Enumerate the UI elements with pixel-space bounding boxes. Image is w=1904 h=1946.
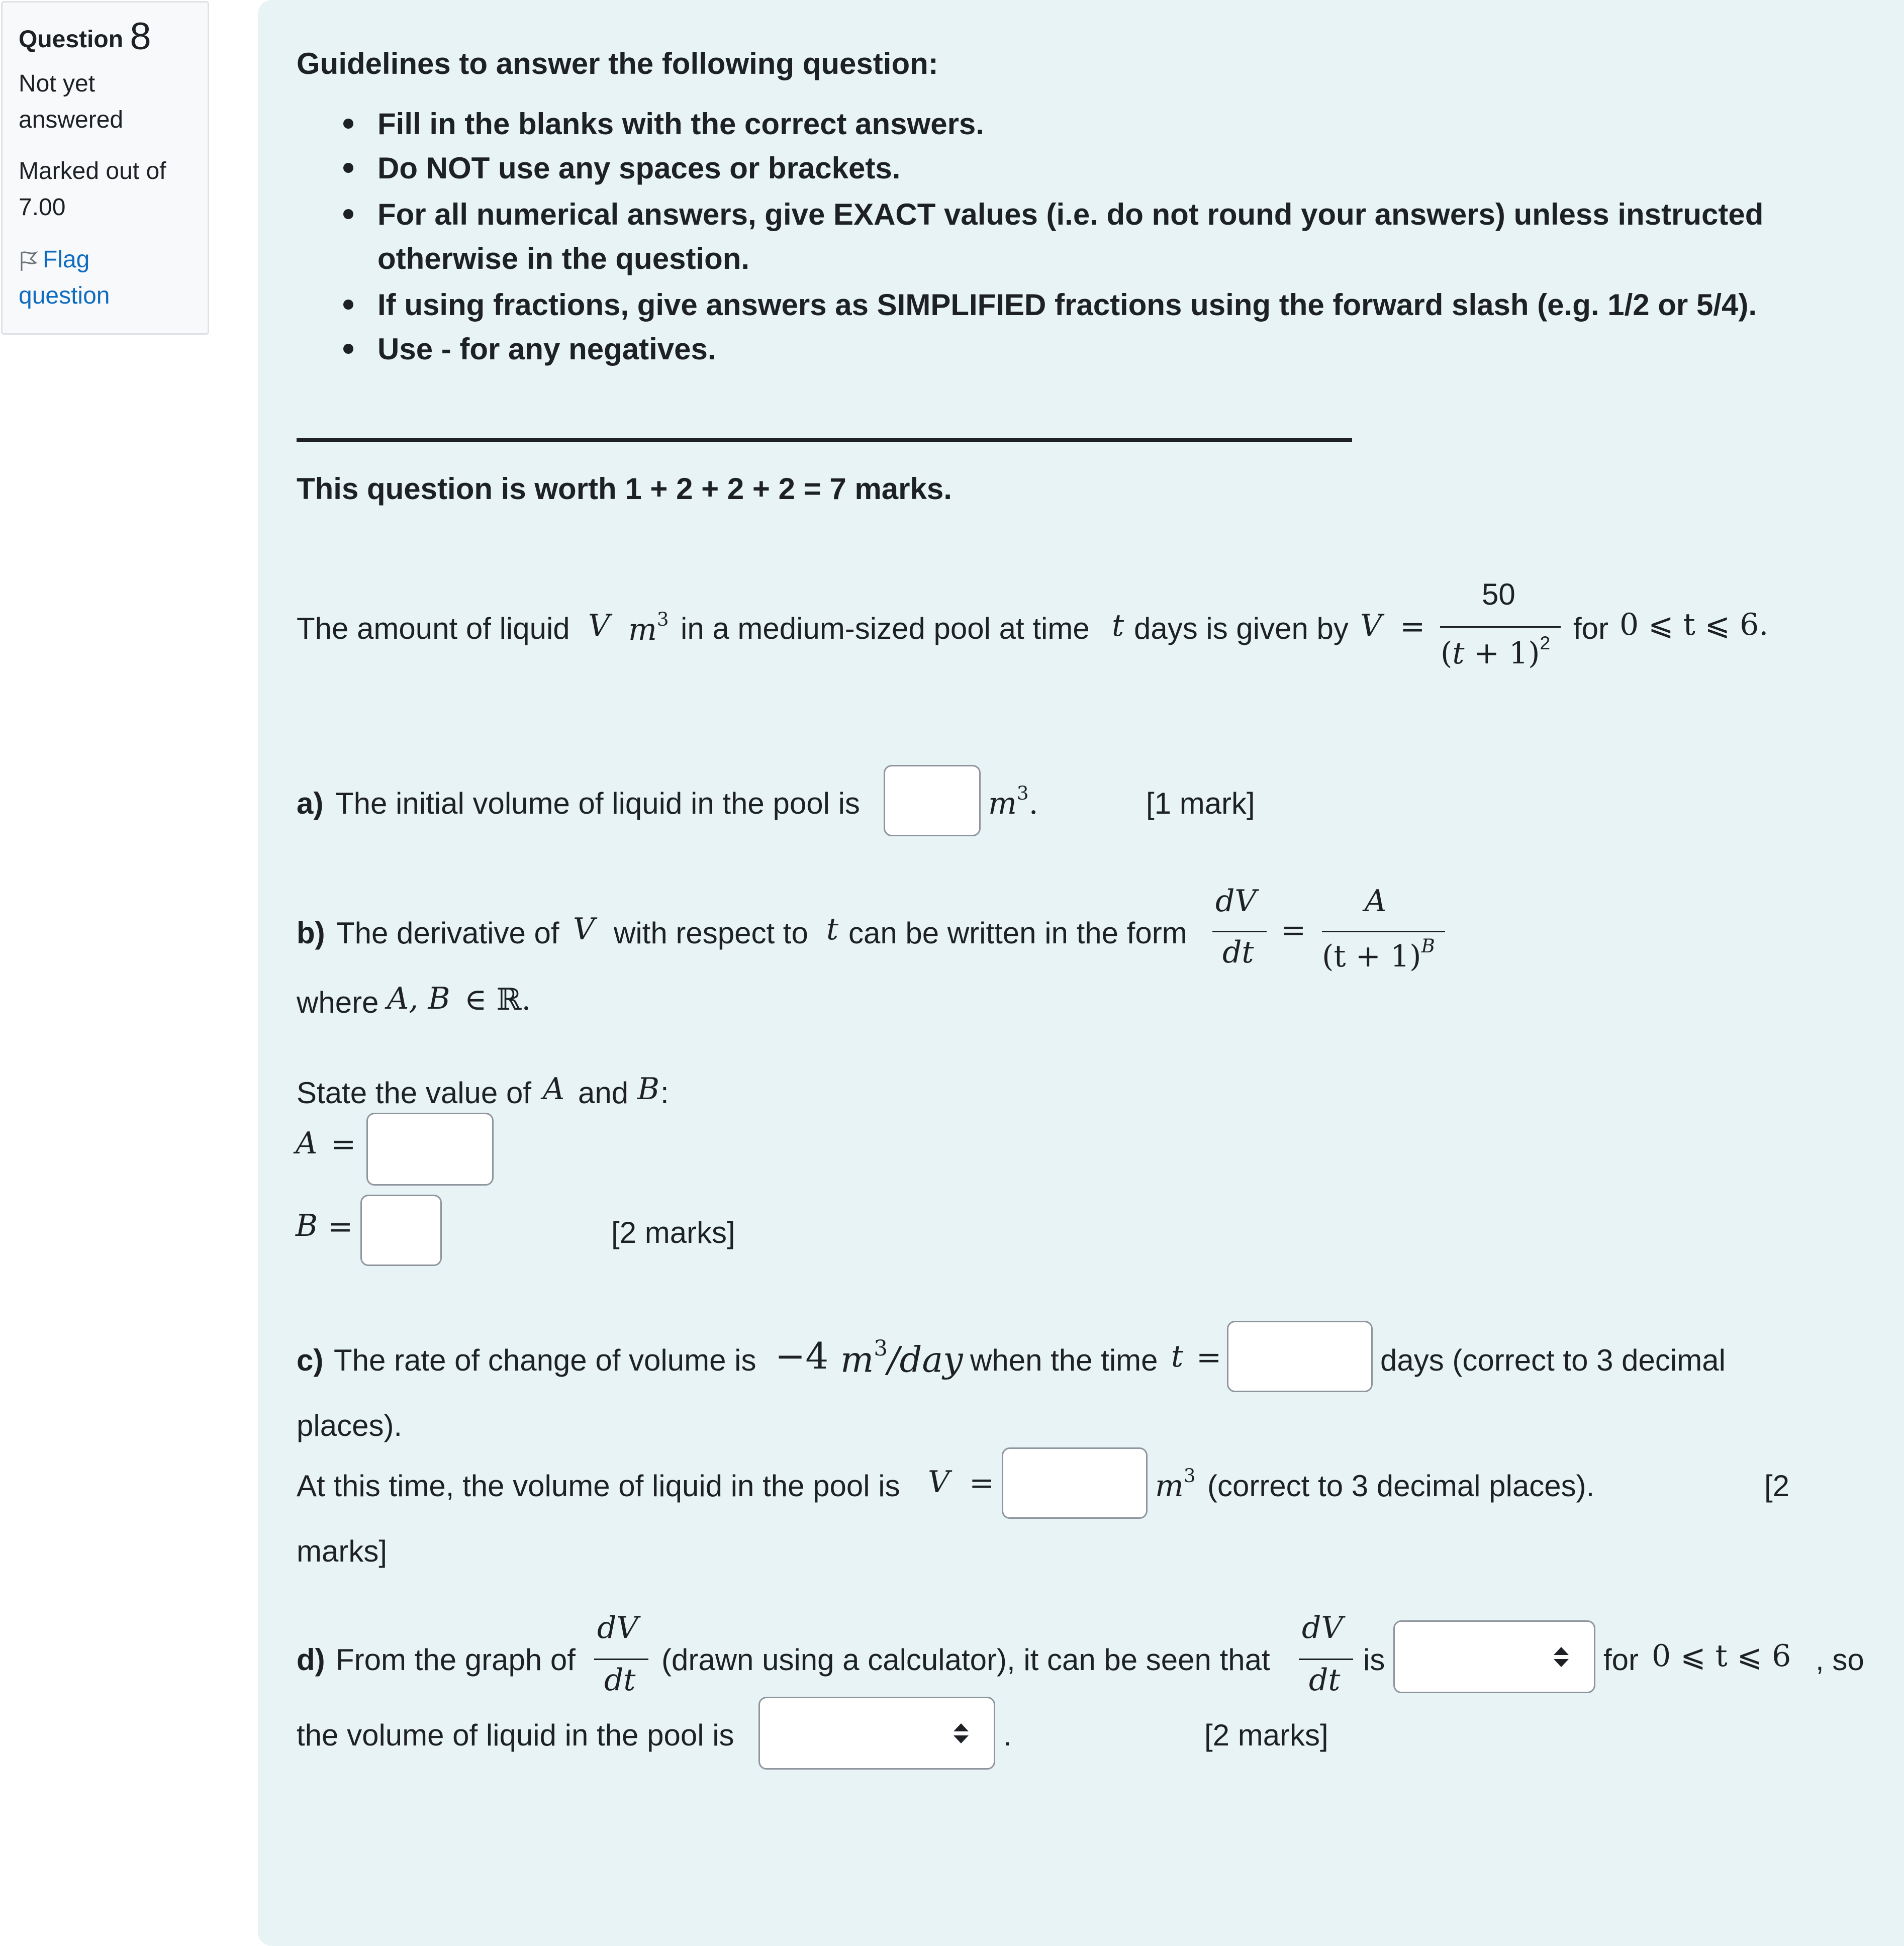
bullet <box>343 300 353 310</box>
guideline-item-1: Fill in the blanks with the correct answers. <box>377 107 984 141</box>
flag-label-1[interactable]: Flag <box>43 246 90 273</box>
part-b-t: t <box>826 912 839 947</box>
part-c-equals: = <box>1196 1340 1222 1375</box>
question-grade <box>19 153 208 226</box>
part-b-fraction-bar <box>1322 931 1445 932</box>
part-a-text: The initial volume of liquid in the pool is <box>335 787 860 820</box>
intro-fraction-bar <box>1440 626 1561 628</box>
answer-d-sign-select[interactable] <box>1393 1620 1595 1693</box>
select-arrows-icon <box>1554 1647 1569 1667</box>
bullet <box>343 163 353 173</box>
den-t: t <box>1452 635 1465 671</box>
A-label: A <box>296 1126 318 1161</box>
part-d-text-3: for <box>1603 1643 1639 1677</box>
part-b-AB: A, B <box>387 981 450 1016</box>
part-b-state-text: State the value of <box>297 1076 531 1110</box>
part-c-text-3: days (correct to 3 decimal <box>1380 1343 1726 1377</box>
answer-A-input[interactable] <box>366 1113 494 1186</box>
A-equals: = <box>331 1127 356 1162</box>
part-b-equals: = <box>1281 913 1306 948</box>
intro-var-t: t <box>1112 608 1124 643</box>
a-exp: 3 <box>1016 782 1029 804</box>
part-d-dot: . <box>1003 1718 1012 1752</box>
c-m: m <box>840 1339 874 1381</box>
part-b-marks: [2 marks] <box>611 1216 735 1249</box>
answer-B-input[interactable] <box>360 1195 442 1266</box>
part-d-so: , so <box>1816 1643 1864 1677</box>
part-c-rate-unit <box>840 1336 963 1381</box>
question-info-box <box>1 1 209 335</box>
guideline-item-2: Do NOT use any spaces or brackets. <box>377 151 901 185</box>
part-c-equals-2: = <box>969 1466 995 1501</box>
part-b-state-B: B <box>637 1072 660 1107</box>
b-den-exp: B <box>1421 935 1435 957</box>
part-d-label: d) <box>297 1643 325 1677</box>
intro-text-3: days is given by <box>1134 612 1349 645</box>
part-b-text-1: The derivative of <box>336 916 559 950</box>
intro-text-4: for <box>1573 612 1609 645</box>
part-d-dt-2: dt <box>1309 1663 1341 1698</box>
B-equals: = <box>328 1209 353 1244</box>
den-paren: ( <box>1441 635 1453 671</box>
bullet <box>343 209 353 219</box>
question-label: Question <box>19 26 124 53</box>
part-b-in-R: ∈ ℝ. <box>464 982 531 1017</box>
part-b-text-2: with respect to <box>614 916 808 950</box>
marks-worth: This question is worth 1 + 2 + 2 + 2 = 7 marks. <box>297 472 952 506</box>
answer-d-volume-select[interactable] <box>758 1697 995 1770</box>
answer-c-volume-input[interactable] <box>1002 1447 1148 1519</box>
grade-line-1: Marked out of <box>19 158 166 184</box>
b-den: (t + 1) <box>1322 938 1421 974</box>
flag-label-2[interactable]: question <box>19 282 110 309</box>
flag-question-link[interactable] <box>19 242 208 314</box>
part-c-text-4: places). <box>297 1409 403 1442</box>
part-b-text-3: can be written in the form <box>848 916 1187 950</box>
part-c-marks-2: marks] <box>297 1534 387 1568</box>
guideline-item-3-cont: otherwise in the question. <box>377 242 750 275</box>
answer-a-input[interactable] <box>884 765 981 836</box>
guideline-item-5: Use - for any negatives. <box>377 332 716 366</box>
intro-numerator: 50 <box>1482 577 1515 611</box>
part-c-text-6: (correct to 3 decimal places). <box>1207 1469 1595 1503</box>
c-per-day: /day <box>888 1339 963 1381</box>
state-line-1: Not yet <box>19 70 96 97</box>
question-state <box>19 66 208 138</box>
part-c-label: c) <box>297 1343 324 1377</box>
guideline-item-4: If using fractions, give answers as SIMPLIFIED fractions using the forward slash (e.g. 1/2 or 5/4). <box>377 288 1757 322</box>
intro-text-1: The amount of liquid <box>297 612 570 645</box>
part-d-text-1: From the graph of <box>336 1643 576 1677</box>
part-c-unit <box>1155 1465 1196 1504</box>
grade-line-2: 7.00 <box>19 194 66 221</box>
intro-equals: = <box>1400 609 1425 644</box>
den-exp: 2 <box>1540 632 1551 653</box>
c2-m: m <box>1155 1468 1184 1504</box>
part-b-where: where <box>297 986 379 1019</box>
question-number-heading <box>19 17 208 58</box>
part-b-state-colon: : <box>660 1076 669 1110</box>
part-d-marks: [2 marks] <box>1204 1718 1328 1752</box>
part-a-unit <box>988 782 1038 821</box>
part-c-marks-1: [2 <box>1764 1469 1790 1503</box>
part-b-denominator <box>1322 935 1435 974</box>
bullet <box>343 344 353 354</box>
intro-var-V: V <box>588 608 610 643</box>
part-a-label: a) <box>297 787 324 820</box>
part-d-dV: dV <box>597 1610 638 1645</box>
intro-unit-m <box>628 608 669 647</box>
part-c-rate: −4 <box>775 1335 829 1377</box>
c2-exp: 3 <box>1183 1465 1196 1487</box>
intro-range: 0 ⩽ t ⩽ 6. <box>1620 607 1769 642</box>
flag-icon <box>19 250 39 272</box>
part-b-A: A <box>1365 884 1387 919</box>
part-b-dt: dt <box>1222 935 1254 970</box>
part-b-state-A: A <box>543 1072 565 1107</box>
part-c-text-1: The rate of change of volume is <box>334 1343 756 1377</box>
answer-c-time-input[interactable] <box>1227 1321 1373 1392</box>
part-d-frac-bar <box>594 1659 648 1660</box>
B-label: B <box>296 1208 318 1243</box>
part-c-t: t <box>1171 1339 1184 1374</box>
part-c-V: V <box>928 1465 950 1500</box>
state-line-2: answered <box>19 107 124 133</box>
question-number: 8 <box>130 15 151 58</box>
intro-m: m <box>628 612 657 647</box>
intro-denominator <box>1441 632 1550 671</box>
part-d-text-4: the volume of liquid in the pool is <box>297 1718 734 1752</box>
guideline-item-3: For all numerical answers, give EXACT values (i.e. do not round your answers) unless instructed <box>377 198 1764 231</box>
guidelines-heading: Guidelines to answer the following question: <box>297 47 938 80</box>
part-b-state-and: and <box>578 1076 629 1110</box>
intro-exp: 3 <box>656 608 669 630</box>
separator-rule <box>297 438 1352 442</box>
a-dot: . <box>1028 786 1038 821</box>
a-m: m <box>988 786 1017 821</box>
part-c-text-2: when the time <box>970 1343 1158 1377</box>
part-b-dvdt-bar <box>1212 931 1267 932</box>
part-b-dV: dV <box>1215 884 1257 919</box>
part-a-marks: [1 mark] <box>1146 787 1255 820</box>
part-d-dV-2: dV <box>1302 1610 1343 1645</box>
part-b-V: V <box>573 912 595 947</box>
part-d-text-2: (drawn using a calculator), it can be seen that <box>661 1643 1270 1677</box>
intro-var-V2: V <box>1360 608 1382 643</box>
part-d-frac-bar-2 <box>1299 1659 1353 1660</box>
part-d-range: 0 ⩽ t ⩽ 6 <box>1652 1638 1791 1674</box>
part-d-is: is <box>1363 1643 1385 1677</box>
part-b-label: b) <box>297 916 325 950</box>
part-c-text-5: At this time, the volume of liquid in the pool is <box>297 1469 900 1503</box>
den-rest: + 1) <box>1464 635 1540 671</box>
c-exp: 3 <box>874 1336 888 1361</box>
intro-text-2: in a medium-sized pool at time <box>681 612 1090 645</box>
select-arrows-icon <box>954 1723 969 1743</box>
part-d-dt: dt <box>604 1663 636 1698</box>
bullet <box>343 119 353 129</box>
